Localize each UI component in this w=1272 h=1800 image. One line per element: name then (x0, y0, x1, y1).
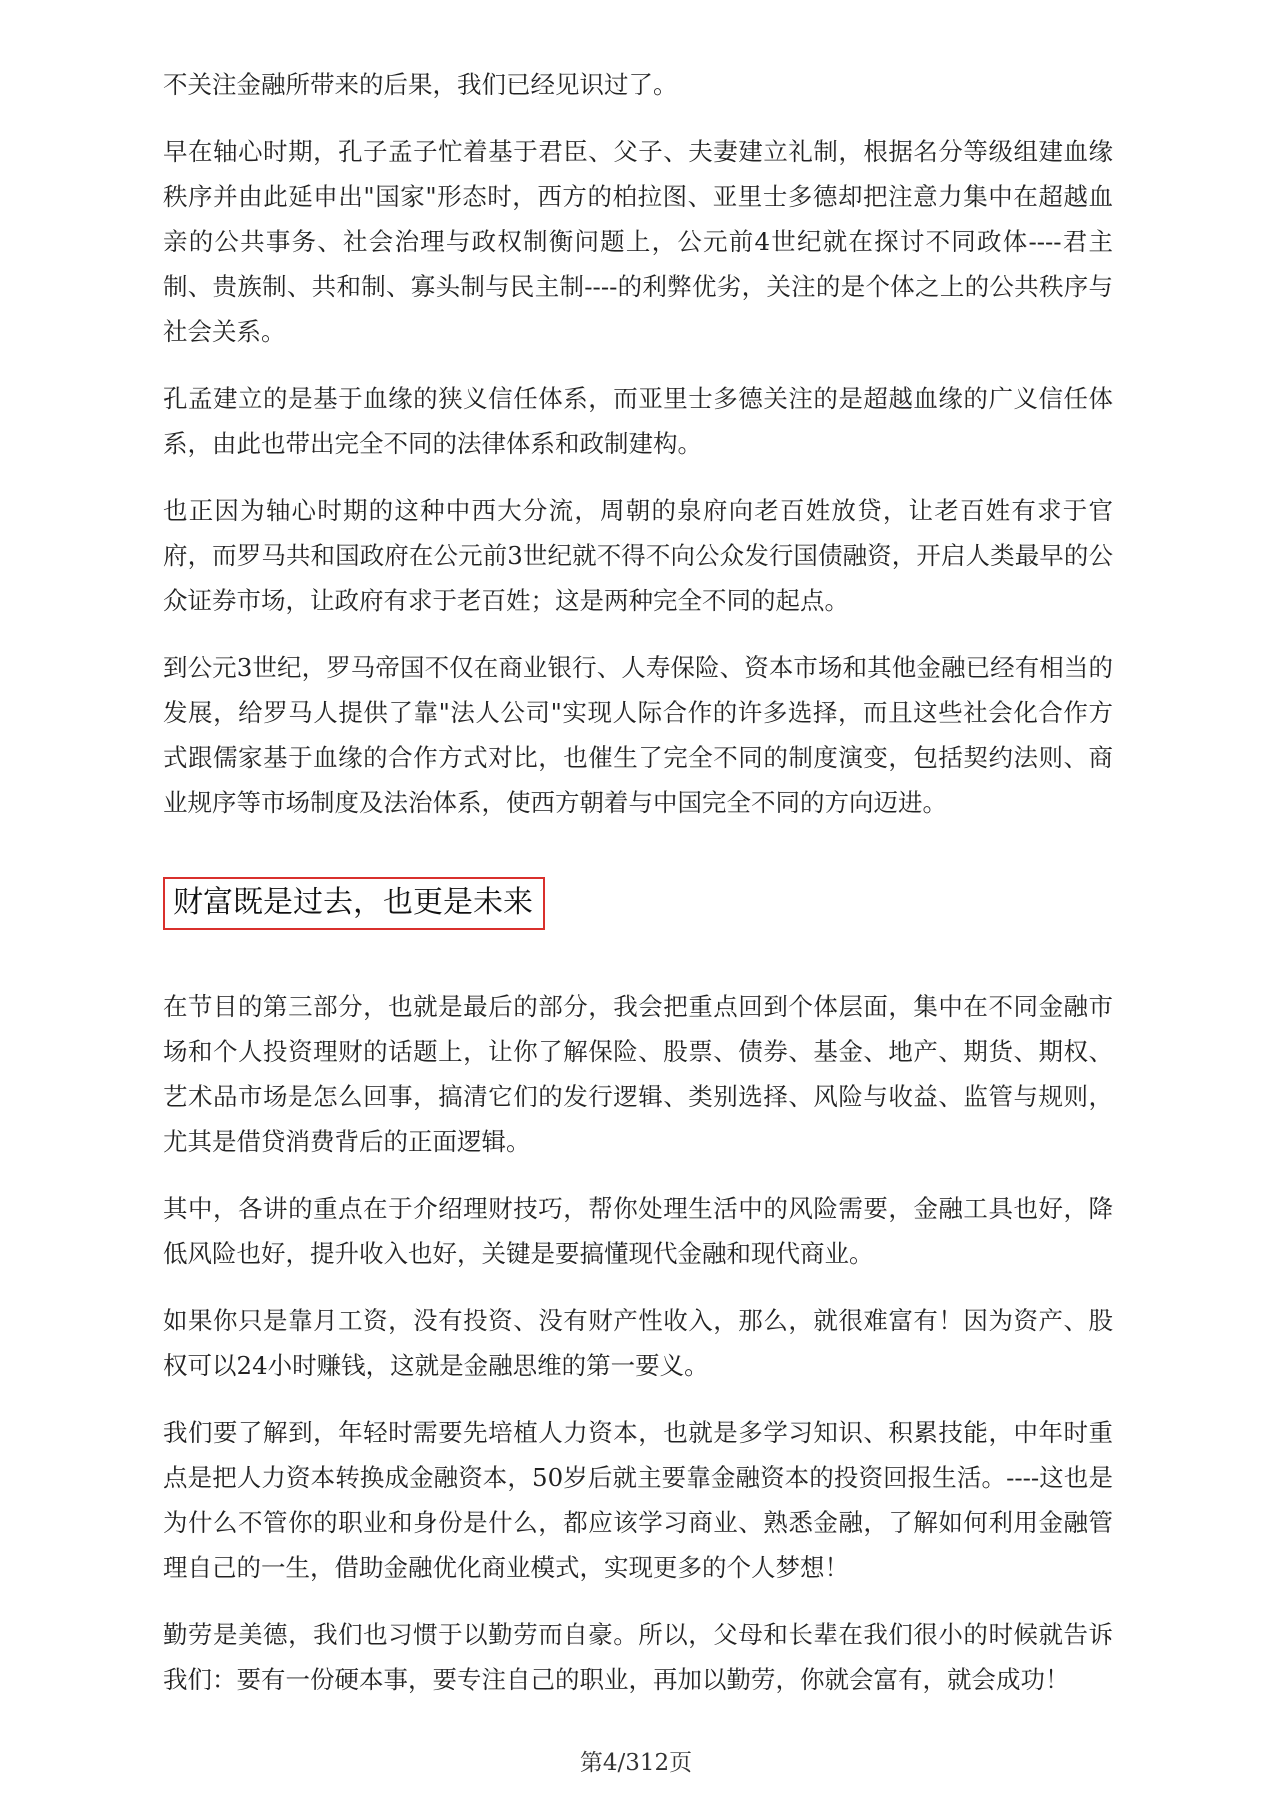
paragraph: 其中，各讲的重点在于介绍理财技巧，帮你处理生活中的风险需要，金融工具也好，降低风险也好，提升收入也好，关键是要搞懂现代金融和现代商业。 (163, 1194, 1113, 1268)
paragraph: 我们要了解到，年轻时需要先培植人力资本，也就是多学习知识、积累技能，中年时重点是把人力资本转换成金融资本，50岁后就主要靠金融资本的投资回报生活。----这也是为什么不管你的职业和身份是什么，都应该学习商业、熟悉金融，了解如何利用金融管理自己的一生，借助金融优化商业模式，实现更多的个人梦想！ (163, 1418, 1113, 1582)
page-number: 第4/312页 (579, 1750, 693, 1776)
paragraph: 也正因为轴心时期的这种中西大分流，周朝的泉府向老百姓放贷，让老百姓有求于官府，而罗马共和国政府在公元前3世纪就不得不向公众发行国债融资，开启人类最早的公众证券市场，让政府有求于老百姓；这是两种完全不同的起点。 (163, 496, 1113, 615)
section-heading-wrapper (163, 877, 1113, 930)
paragraph: 孔孟建立的是基于血缘的狭义信任体系，而亚里士多德关注的是超越血缘的广义信任体系，由此也带出完全不同的法律体系和政制建构。 (163, 384, 1113, 458)
paragraph: 不关注金融所带来的后果，我们已经见识过了。 (163, 70, 678, 99)
paragraph: 勤劳是美德，我们也习惯于以勤劳而自豪。所以，父母和长辈在我们很小的时候就告诉我们：要有一份硬本事，要专注自己的职业，再加以勤劳，你就会富有，就会成功！ (163, 1620, 1113, 1694)
paragraph: 早在轴心时期，孔子孟子忙着基于君臣、父子、夫妻建立礼制，根据名分等级组建血缘秩序并由此延申出"国家"形态时，西方的柏拉图、亚里士多德却把注意力集中在超越血亲的公共事务、社会治理与政权制衡问题上，公元前4世纪就在探讨不同政体----君主制、贵族制、共和制、寡头制与民主制----的利弊优劣，关注的是个体之上的公共秩序与社会关系。 (163, 137, 1113, 346)
paragraph: 到公元3世纪，罗马帝国不仅在商业银行、人寿保险、资本市场和其他金融已经有相当的发展，给罗马人提供了靠"法人公司"实现人际合作的许多选择，而且这些社会化合作方式跟儒家基于血缘的合作方式对比，也催生了完全不同的制度演变，包括契约法则、商业规序等市场制度及法治体系，使西方朝着与中国完全不同的方向迈进。 (163, 653, 1113, 817)
document-body (163, 62, 1113, 1702)
section-heading: 财富既是过去，也更是未来 (163, 877, 545, 930)
paragraph: 在节目的第三部分，也就是最后的部分，我会把重点回到个体层面，集中在不同金融市场和个人投资理财的话题上，让你了解保险、股票、债券、基金、地产、期货、期权、艺术品市场是怎么回事，搞清它们的发行逻辑、类别选择、风险与收益、监管与规则，尤其是借贷消费背后的正面逻辑。 (163, 992, 1113, 1156)
paragraph: 如果你只是靠月工资，没有投资、没有财产性收入，那么，就很难富有！因为资产、股权可以24小时赚钱，这就是金融思维的第一要义。 (163, 1306, 1113, 1380)
